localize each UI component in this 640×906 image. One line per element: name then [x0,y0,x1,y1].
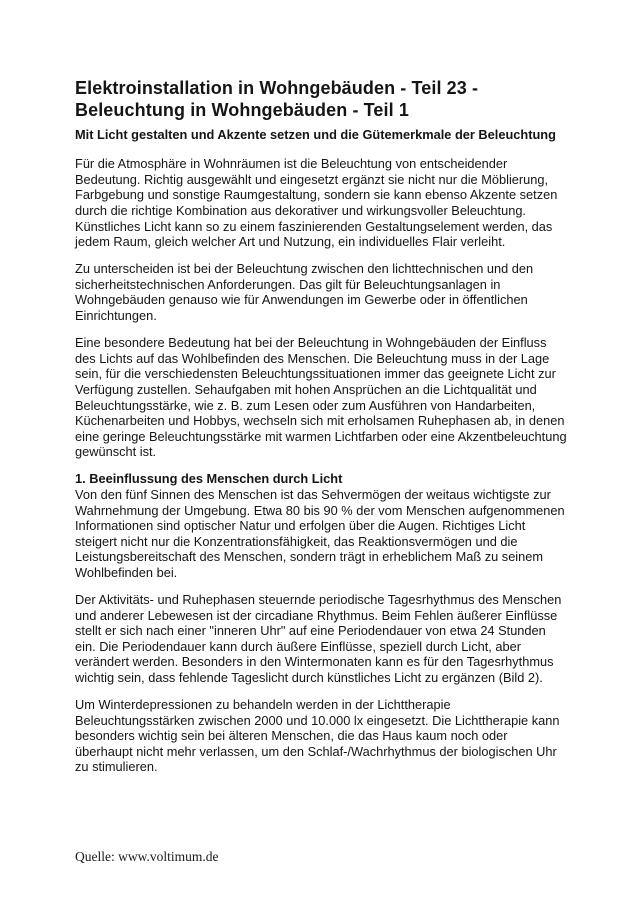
intro-paragraph-2: Zu unterscheiden ist bei der Beleuchtung zwischen den lichttechnischen und den sicherheitstechnischen Anforderungen. Das gilt für Beleuchtungsanlagen in Wohngebäuden genauso wie für Anwendungen im Gewerbe oder in öffentlichen Einrichtungen. [75,261,534,324]
section-1-heading: 1. Beeinflussung des Menschen durch Licht [75,471,343,487]
intro-paragraph-1: Für die Atmosphäre in Wohnräumen ist die Beleuchtung von entscheidender Bedeutung. Richtig ausgewählt und eingesetzt ergänzt sie nicht nur die Möblierung, Farbgebung und sonstige Raumgestaltung, sondern sie kann ebenso Akzente setzen durch die richtige Kombination aus dekorativer und wirkungsvoller Beleuchtung. Künstliches Licht kann so zu einem faszinierenden Gestaltungselement werden, das jedem Raum, gleich welcher Art und Nutzung, ein individuelles Flair verleiht. [75,156,558,250]
section-1-paragraph-3: Um Winterdepressionen zu behandeln werden in der Lichttherapie Beleuchtungsstärken zwischen 2000 und 10.000 lx eingesetzt. Die Lichttherapie kann besonders wichtig sein bei älteren Menschen, die das Haus kaum noch oder überhaupt nicht mehr verlassen, um den Schlaf-/Wachrhythmus der biologischen Uhr zu stimulieren. [75,697,560,775]
document-title [75,77,568,122]
document-title-line-2: Beleuchtung in Wohngebäuden - Teil 1 [75,100,409,121]
section-1-paragraph-1: Von den fünf Sinnen des Menschen ist das Sehvermögen der weitaus wichtigste zur Wahrnehmung der Umgebung. Etwa 80 bis 90 % der vom Menschen aufgenommenen Informationen sind optischer Natur und erfolgen über die Augen. Richtiges Licht steigert nicht nur die Konzentrationsfähigkeit, das Reaktionsvermögen und die Leistungsbereitschaft des Menschen, sondern trägt in erheblichem Maß zu seinem Wohlbefinden bei. [75,486,565,580]
document-title-line-1: Elektroinstallation in Wohngebäuden - Teil 23 - [75,78,479,98]
document-subtitle: Mit Licht gestalten und Akzente setzen und die Gütemerkmale der Beleuchtung [75,126,556,142]
intro-paragraph-3: Eine besondere Bedeutung hat bei der Beleuchtung in Wohngebäuden der Einfluss des Lichts auf das Wohlbefinden des Menschen. Die Beleuchtung muss in der Lage sein, für die verschiedensten Beleuchtungssituationen immer das geeignete Licht zur Verfügung zustellen. Sehaufgaben mit hohen Ansprüchen an die Lichtqualität und Beleuchtungsstärke, wie z. B. zum Lesen oder zum Ausführen von Handarbeiten, Küchenarbeiten und Hobbys, wechseln sich mit erholsamen Ruhephasen ab, in denen eine geringe Beleuchtungsstärke mit warmen Lichtfarben oder eine Akzentbeleuchtung gewünscht ist. [75,335,567,460]
source-line: Quelle: www.voltimum.de [75,849,219,864]
section-1 [75,471,568,775]
section-1-paragraph-2: Der Aktivitäts- und Ruhephasen steuernde periodische Tagesrhythmus des Menschen und anderer Lebewesen ist der circadiane Rhythmus. Beim Fehlen äußerer Einflüsse stellt er sich nach einer "inneren Uhr" auf eine Periodendauer von etwa 24 Stunden ein. Die Periodendauer kann durch äußere Einflüsse, speziell durch Licht, aber verändert werden. Besonders in den Wintermonaten kann es für den Tagesrhythmus wichtig sein, dass fehlende Tageslicht durch künstliches Licht zu ergänzen (Bild 2). [75,592,562,685]
